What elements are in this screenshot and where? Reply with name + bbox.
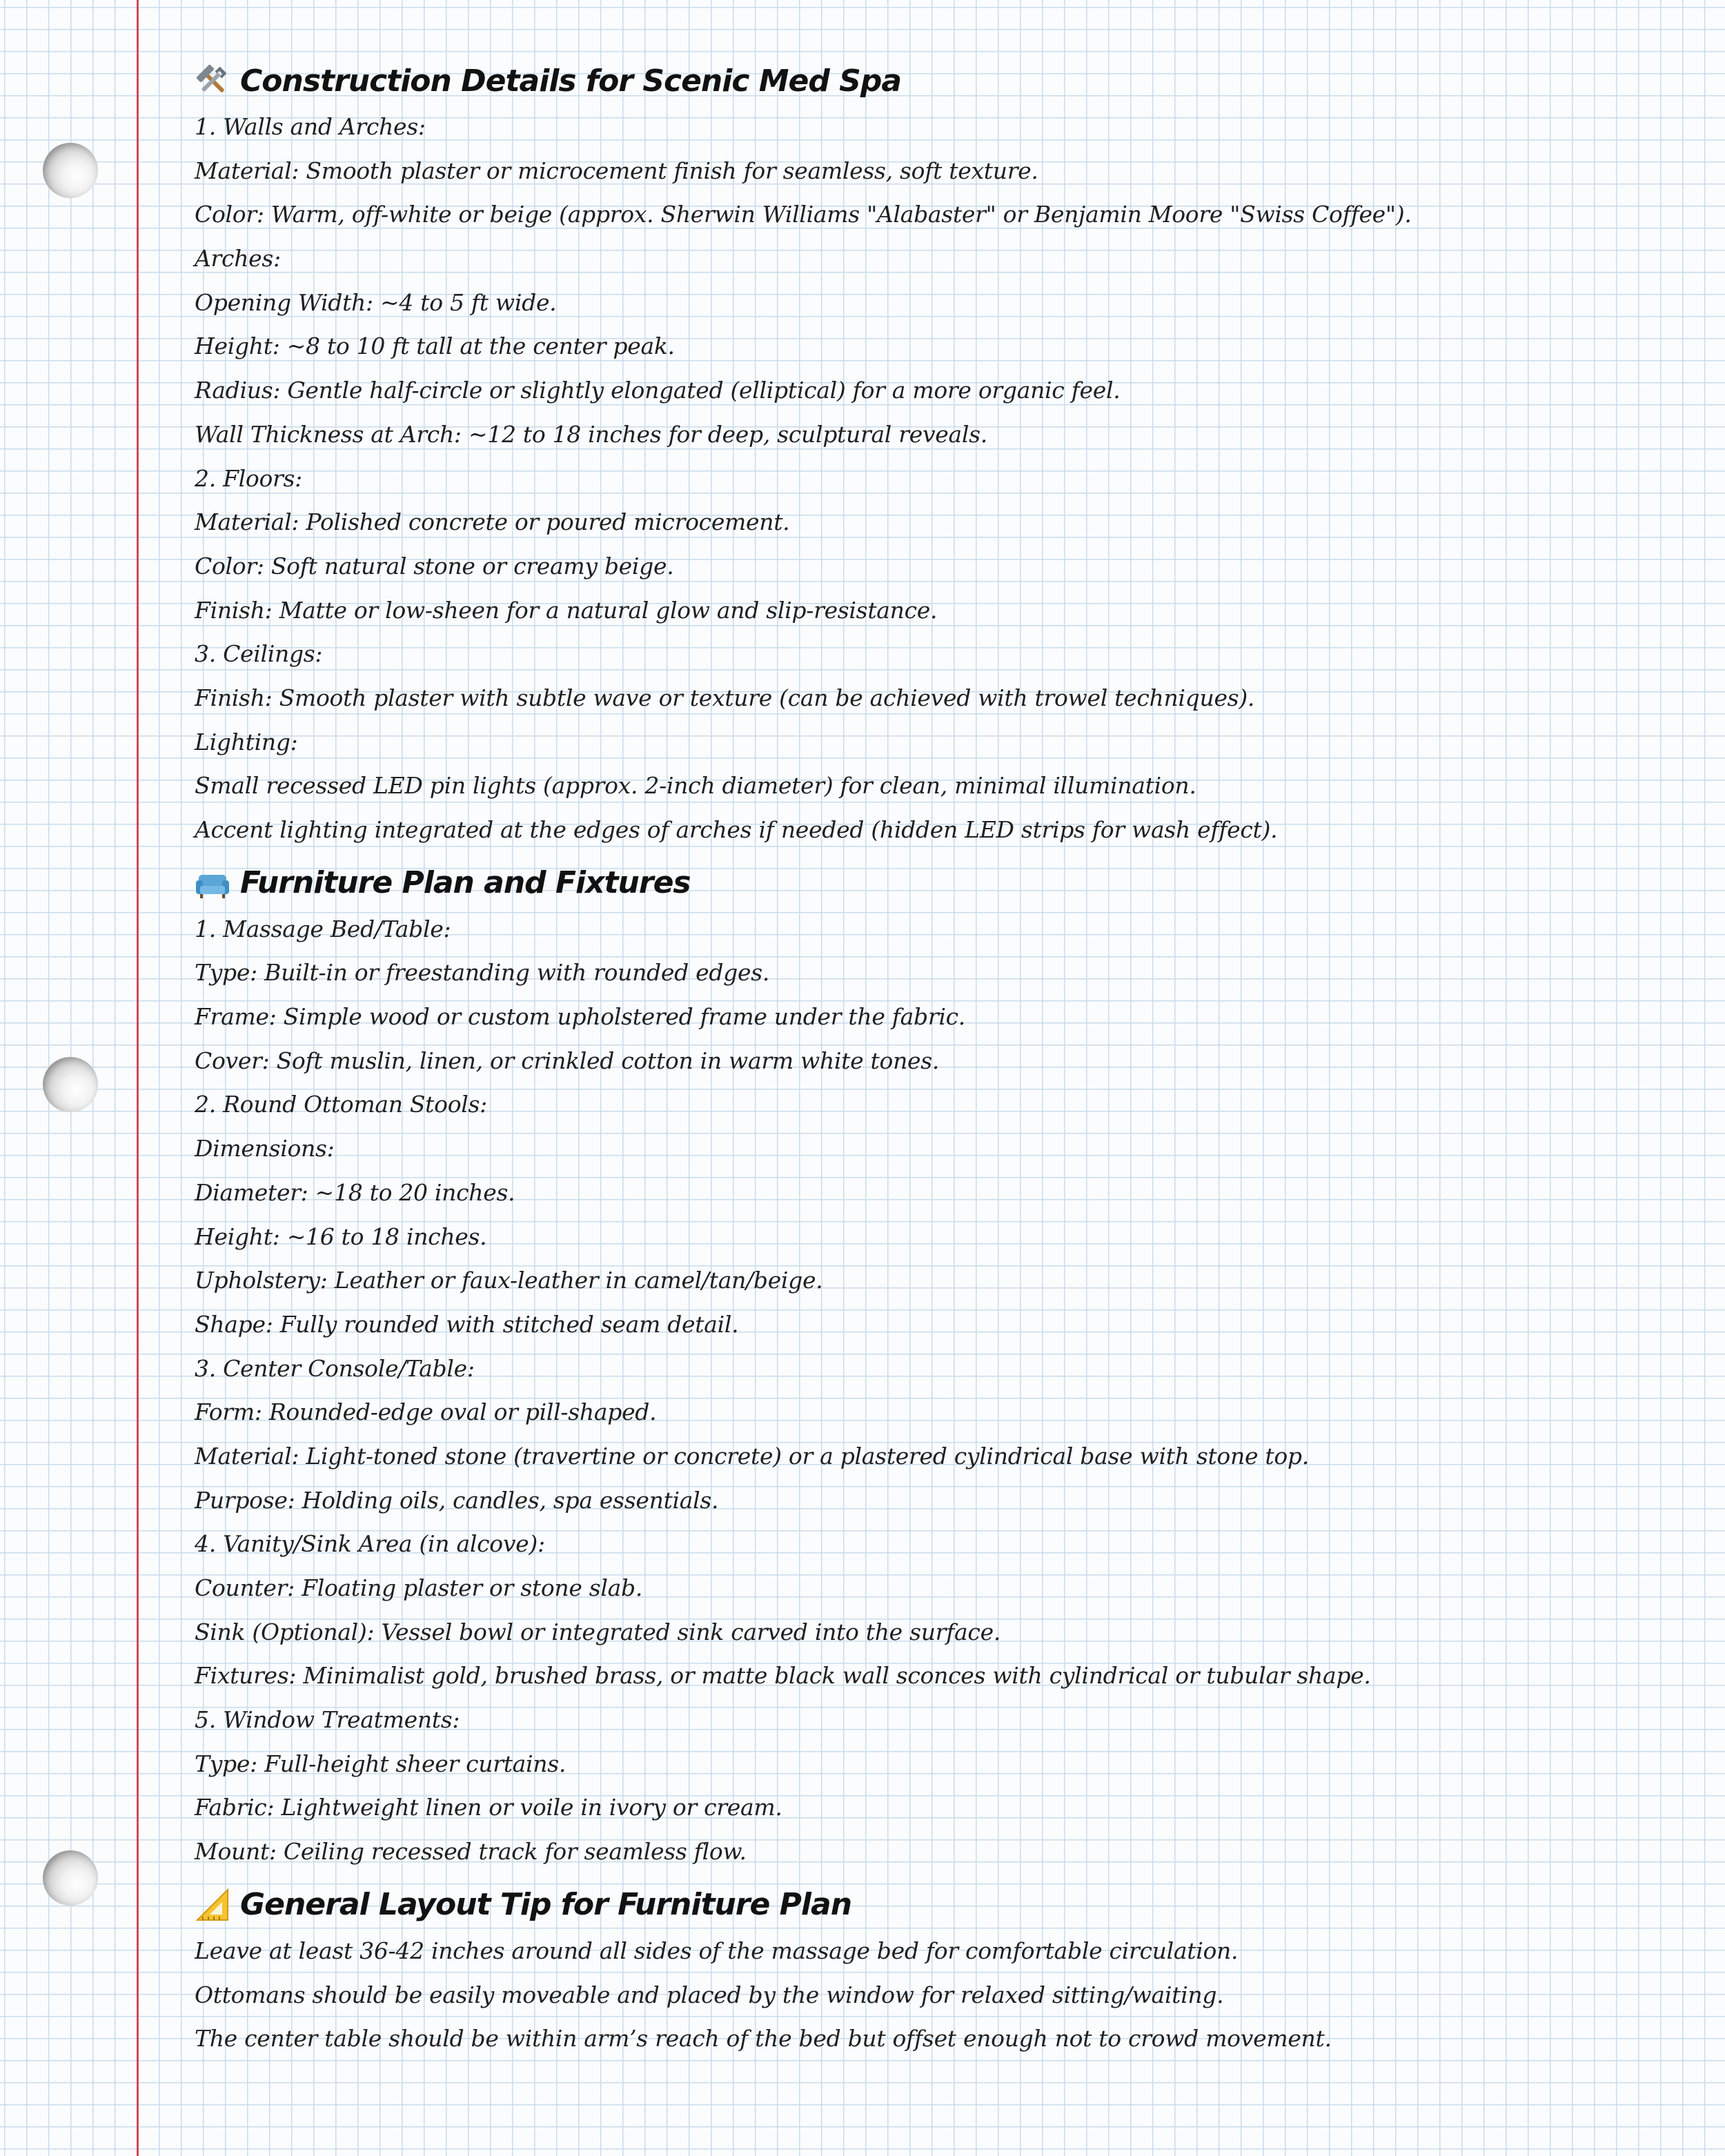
text-line: Sink (Optional): Vessel bowl or integrated sink carved into the surface. [195,1618,1001,1645]
text-line: Finish: Matte or low-sheen for a natural glow and slip-resistance. [195,596,938,624]
triangle-ruler-icon [195,1887,230,1923]
notebook-page [195,57,1678,2061]
text-line: Form: Rounded-edge oval or pill-shaped. [195,1398,657,1426]
text-line: Purpose: Holding oils, candles, spa essentials. [195,1486,719,1514]
text-line: Shape: Fully rounded with stitched seam detail. [195,1310,739,1338]
text-line: Material: Polished concrete or poured microcement. [195,508,790,536]
text-line: Type: Full-height sheer curtains. [195,1750,566,1777]
text-line: Ottomans should be easily moveable and placed by the window for relaxed sitting/waiting. [195,1981,1224,2008]
section-heading-construction [195,57,1678,105]
binder-hole [43,1057,98,1112]
text-line: Height: ~16 to 18 inches. [195,1223,487,1250]
text-line: Small recessed LED pin lights (approx. 2-inch diameter) for clean, minimal illumination. [195,772,1196,800]
text-line: 3. Ceilings: [195,640,323,668]
text-line: Arches: [195,245,281,273]
text-line: Dimensions: [195,1135,335,1163]
binder-hole [43,143,98,198]
text-line: 2. Floors: [195,464,302,492]
text-line: Height: ~8 to 10 ft tall at the center peak. [195,333,675,360]
text-line: Material: Light-toned stone (travertine or concrete) or a plastered cylindrical base with stone top. [195,1442,1309,1470]
text-line: Opening Width: ~4 to 5 ft wide. [195,288,557,316]
text-line: 5. Window Treatments: [195,1706,460,1734]
text-line: 4. Vanity/Sink Area (in alcove): [195,1530,545,1558]
text-line: 1. Massage Bed/Table: [195,915,451,942]
text-line: 2. Round Ottoman Stools: [195,1091,487,1118]
text-line: Wall Thickness at Arch: ~12 to 18 inches for deep, sculptural reveals. [195,420,987,448]
text-line: Type: Built-in or freestanding with rounded edges. [195,959,770,987]
section-heading-furniture [195,859,1678,907]
text-line: Upholstery: Leather or faux-leather in camel/tan/beige. [195,1267,823,1294]
margin-line [137,0,139,2156]
text-line: Diameter: ~18 to 20 inches. [195,1178,515,1206]
tools-icon [195,63,230,99]
text-line: Radius: Gentle half-circle or slightly elongated (elliptical) for a more organic feel. [195,377,1121,404]
section-heading-text: Furniture Plan and Fixtures [240,865,691,901]
text-line: Color: Soft natural stone or creamy beige. [195,552,674,580]
couch-icon [195,865,230,901]
section-heading-layout-tip [195,1881,1678,1929]
text-line: Fixtures: Minimalist gold, brushed brass, or matte black wall sconces with cylindrical or tubular shape. [195,1662,1371,1690]
text-line: Color: Warm, off-white or beige (approx. Sherwin Williams "Alabaster" or Benjamin Moore "Swiss Coffee"). [195,201,1412,228]
section-heading-text: Construction Details for Scenic Med Spa [240,63,902,99]
text-line: Accent lighting integrated at the edges of arches if needed (hidden LED strips for wash effect). [195,816,1278,843]
text-line: Frame: Simple wood or custom upholstered frame under the fabric. [195,1003,965,1031]
text-line: Mount: Ceiling recessed track for seamless flow. [195,1838,747,1866]
binder-hole [43,1850,98,1906]
text-line: Leave at least 36-42 inches around all sides of the massage bed for comfortable circulation. [195,1937,1239,1964]
text-line: 3. Center Console/Table: [195,1354,475,1382]
text-line: Counter: Floating plaster or stone slab. [195,1574,643,1601]
text-line: Fabric: Lightweight linen or voile in ivory or cream. [195,1794,782,1821]
section-heading-text: General Layout Tip for Furniture Plan [240,1887,852,1923]
text-line: Cover: Soft muslin, linen, or crinkled cotton in warm white tones. [195,1047,940,1074]
text-line: 1. Walls and Arches: [195,113,426,140]
text-line: Finish: Smooth plaster with subtle wave or texture (can be achieved with trowel techniques). [195,684,1255,711]
text-line: Lighting: [195,728,298,755]
text-line: Material: Smooth plaster or microcement finish for seamless, soft texture. [195,157,1038,184]
text-line: The center table should be within arm’s reach of the bed but offset enough not to crowd movement. [195,2025,1332,2053]
